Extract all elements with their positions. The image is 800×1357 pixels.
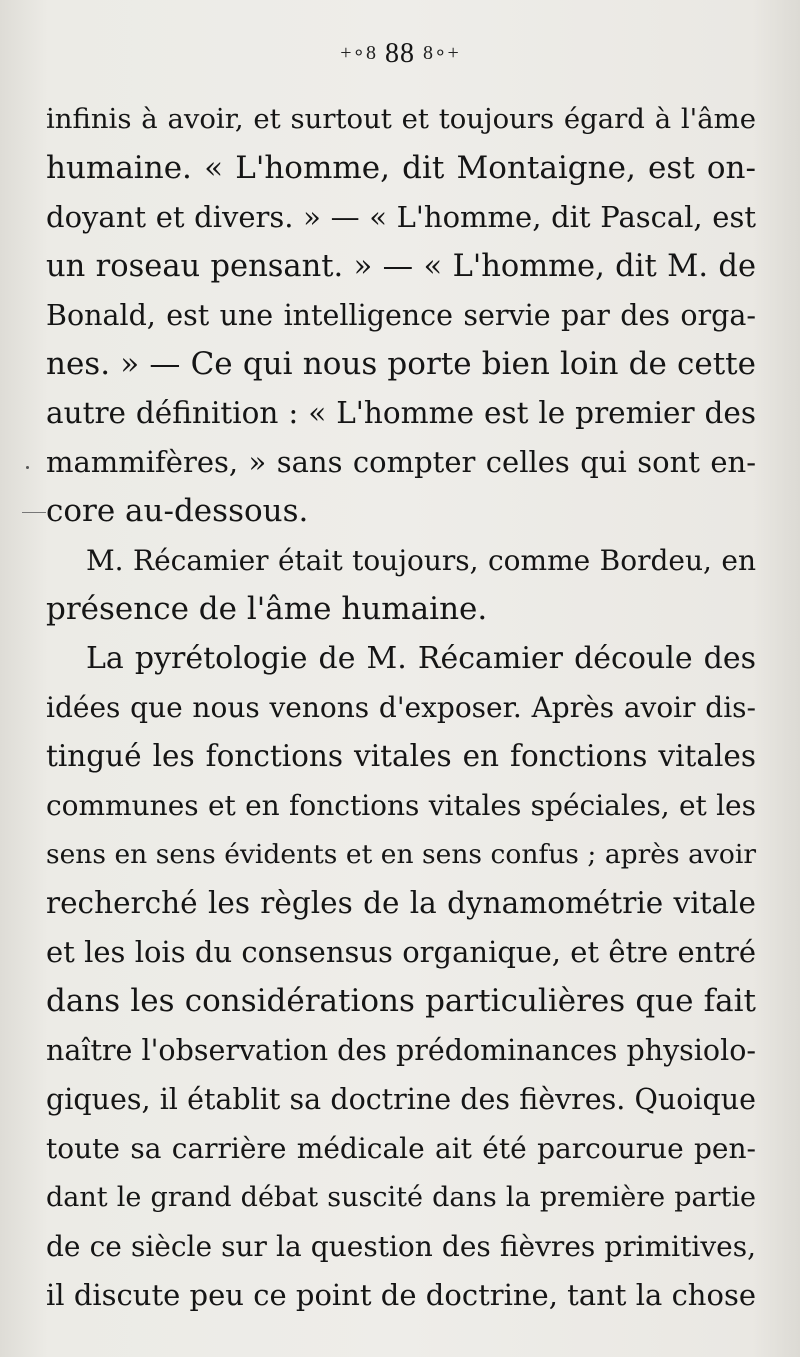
text-line: giques, il établit sa doctrine des fièvres. Quoique <box>46 1083 756 1116</box>
text-line: infinis à avoir, et surtout et toujours égard à l'âme <box>46 103 756 135</box>
text-line: il discute peu ce point de doctrine, tant la chose <box>46 1278 756 1312</box>
page-number: 88 <box>385 38 415 69</box>
text-line: core au-dessous. <box>46 493 309 529</box>
text-line: mammifères, » sans compter celles qui sont en- <box>46 445 756 479</box>
text-line: idées que nous venons d'exposer. Après avoir dis- <box>46 691 756 724</box>
margin-mark <box>22 512 46 513</box>
text-line: présence de l'âme humaine. <box>46 591 488 627</box>
margin-speck <box>26 466 29 469</box>
text-line: dans les considérations particulières que fait <box>46 983 756 1019</box>
paragraph-3 <box>46 634 756 1320</box>
paragraph-2 <box>46 536 756 634</box>
text-line: autre définition : « L'homme est le premier des <box>46 396 756 430</box>
ornament-right: 8∘+ <box>423 42 460 64</box>
text-line: recherché les règles de la dynamométrie vitale <box>46 886 756 920</box>
text-line: un roseau pensant. » — « L'homme, dit M. de <box>46 249 756 284</box>
text-line: humaine. « L'homme, dit Montaigne, est on- <box>46 150 756 186</box>
ornament-left: +∘8 <box>340 42 377 64</box>
text-line: tingué les fonctions vitales en fonctions vitales <box>46 739 756 773</box>
text-line: La pyrétologie de M. Récamier découle des <box>86 641 756 676</box>
text-line: de ce siècle sur la question des fièvres primitives, <box>46 1230 756 1263</box>
text-line: naître l'observation des prédominances physiolo- <box>46 1034 756 1067</box>
text-line: M. Récamier était toujours, comme Bordeu, en <box>86 544 756 577</box>
text-line: nes. » — Ce qui nous porte bien loin de cette <box>46 346 756 382</box>
body-text <box>46 95 756 1320</box>
text-line: Bonald, est une intelligence servie par des orga- <box>46 299 756 332</box>
text-line: sens en sens évidents et en sens confus ; après avoir <box>46 839 756 870</box>
text-line: et les lois du consensus organique, et être entré <box>46 935 756 969</box>
text-line: communes et en fonctions vitales spéciales, et les <box>46 789 756 822</box>
text-line: doyant et divers. » — « L'homme, dit Pascal, est <box>46 200 756 234</box>
text-line: dant le grand débat suscité dans la première partie <box>46 1182 756 1213</box>
text-line: toute sa carrière médicale ait été parcourue pen- <box>46 1132 756 1165</box>
page-header <box>0 38 800 70</box>
paragraph-1 <box>46 95 756 536</box>
